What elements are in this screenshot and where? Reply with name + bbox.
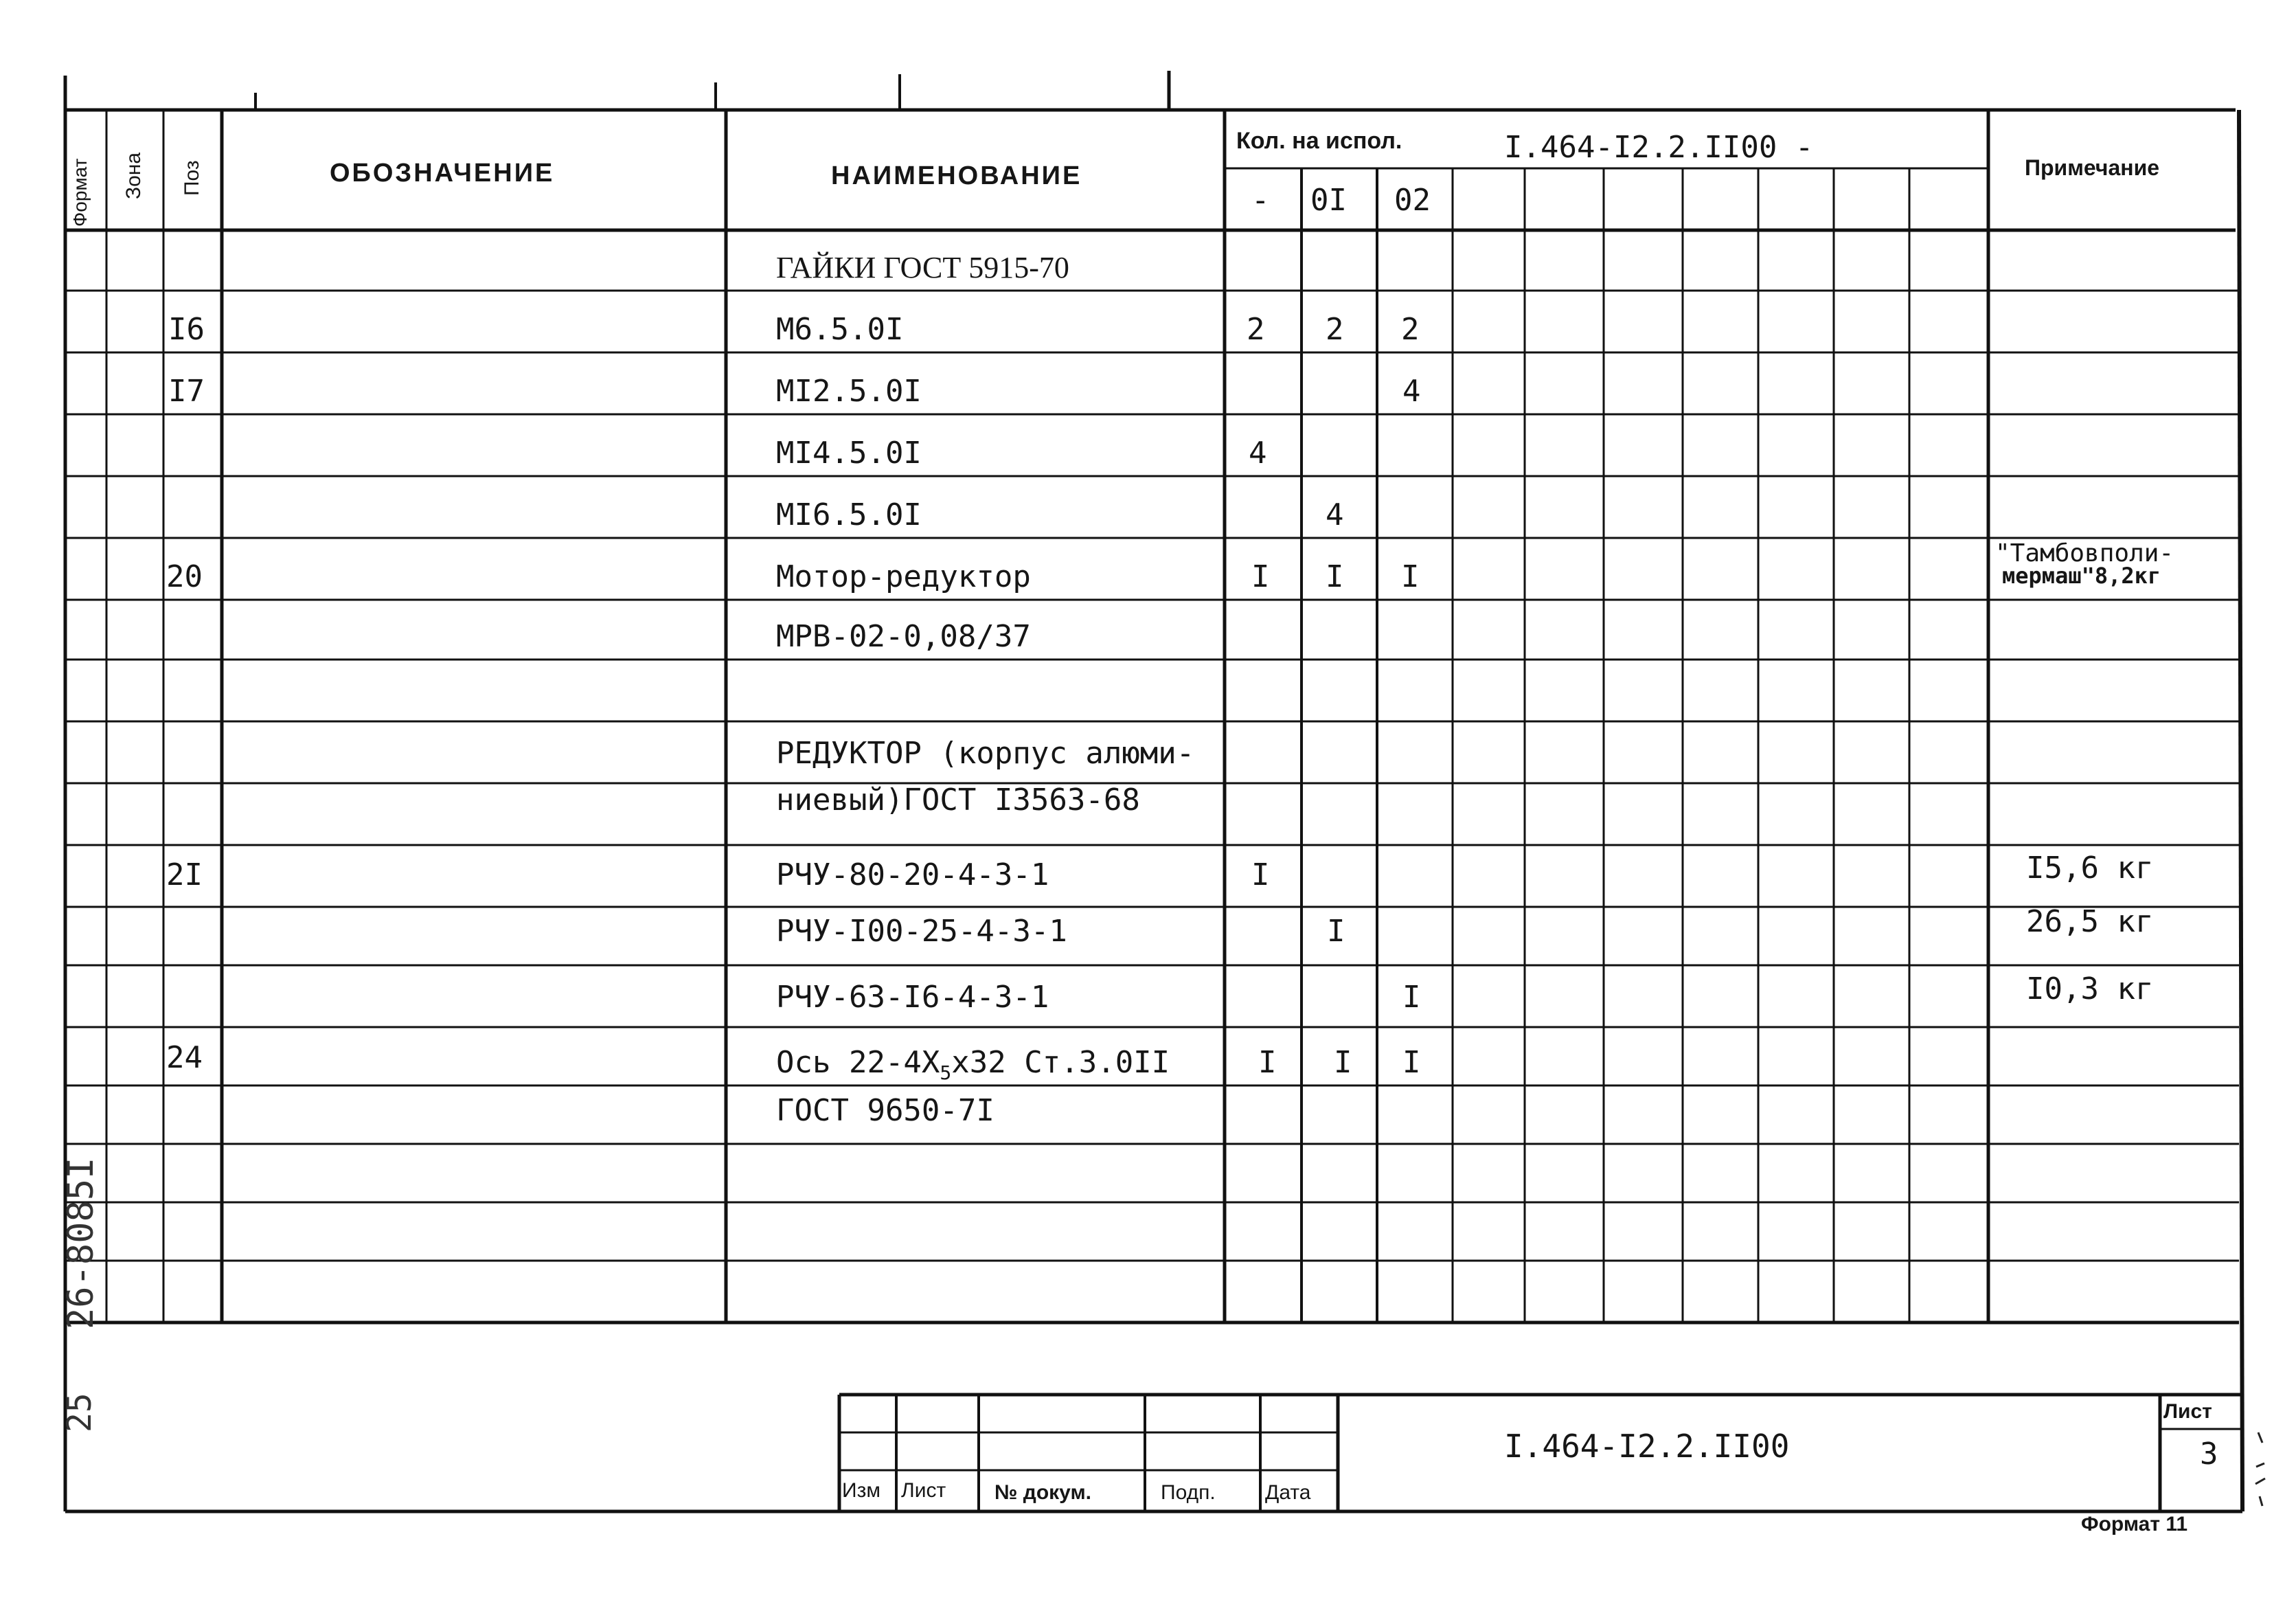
row-qty-02: I [1401,559,1420,594]
variant-header-base: - [1251,183,1270,218]
row-qty-02: 2 [1401,312,1420,347]
title-block-label-sheet: Лист [901,1479,946,1502]
row-qty-01: I [1334,1045,1352,1080]
row-position: 24 [166,1040,203,1075]
row-qty-01: I [1327,914,1345,949]
row-name: ГАЙКИ ГОСТ 5915-70 [776,251,1069,284]
row-note: 26,5 кг [2026,904,2154,939]
title-block-label-signature: Подп. [1161,1481,1216,1504]
sheet-number: 3 [2200,1437,2218,1472]
row-position: 2I [166,857,203,892]
row-qty-02: I [1402,1045,1421,1080]
position-column-header: Поз [181,160,203,196]
row-qty-base: 4 [1249,436,1267,471]
row-note: I0,3 кг [2026,971,2154,1006]
row-qty-base: 2 [1247,312,1265,347]
row-name-tail: x32 Ст.3.0II [951,1045,1170,1080]
note-column-header: Примечание [2025,155,2160,180]
format-column-header: Формат [69,158,91,227]
variant-header-01: 0I [1310,183,1347,218]
row-name: ниевый)ГОСТ I3563-68 [776,783,1140,818]
row-name [776,1045,1170,1084]
variant-header-02: 02 [1394,183,1431,218]
row-name: РЧУ-63-I6-4-3-1 [776,980,1049,1015]
document-code: I.464-I2.2.II00 [1504,1428,1790,1465]
sheet-label: Лист [2163,1400,2212,1423]
row-position: I6 [168,312,205,347]
row-name: РЧУ-80-20-4-3-1 [776,857,1049,892]
row-name: М6.5.0I [776,312,904,347]
title-block-label-change: Изм [842,1479,880,1502]
row-qty-01: I [1326,559,1344,594]
archive-stamp-small: 25 [60,1393,99,1432]
row-qty-01: 4 [1326,497,1344,532]
qty-group-label: Кол. на испол. [1236,128,1402,154]
row-qty-base: I [1251,559,1270,594]
row-name: МI4.5.0I [776,436,922,471]
designation-column-header: ОБОЗНАЧЕНИЕ [330,159,555,188]
row-note: "Тамбовполи- [1995,539,2174,567]
row-name: МI6.5.0I [776,497,922,532]
row-name-subscript: 5 [940,1061,952,1084]
archive-stamp-number: 26-8085I [60,1157,102,1329]
zone-column-header: Зона [122,152,145,199]
row-note: I5,6 кг [2026,851,2154,886]
name-column-header: НАИМЕНОВАНИЕ [831,161,1082,190]
row-position: I7 [168,374,205,409]
title-block-label-doc-no: № докум. [994,1481,1091,1504]
row-qty-base: I [1258,1045,1277,1080]
title-block-label-date: Дата [1265,1481,1311,1504]
row-name-main: Ось 22-4X [776,1045,940,1080]
row-name: РЧУ-I00-25-4-3-1 [776,914,1067,949]
row-qty-02: 4 [1402,374,1421,409]
format-footer: Формат 11 [2081,1513,2188,1535]
row-qty-base: I [1251,857,1270,892]
qty-doc-code: I.464-I2.2.II00 - [1504,130,1814,165]
row-name: РЕДУКТОР (корпус алюми- [776,736,1195,771]
row-name: МI2.5.0I [776,374,922,409]
row-note-continued: мермаш"8,2кг [2002,563,2161,589]
row-name: ГОСТ 9650-7I [776,1093,994,1128]
row-position: 20 [166,559,203,594]
row-qty-02: I [1402,980,1421,1015]
row-name: Мотор-редуктор [776,559,1031,594]
row-name: МРВ-02-0,08/37 [776,619,1031,654]
row-qty-01: 2 [1326,312,1344,347]
